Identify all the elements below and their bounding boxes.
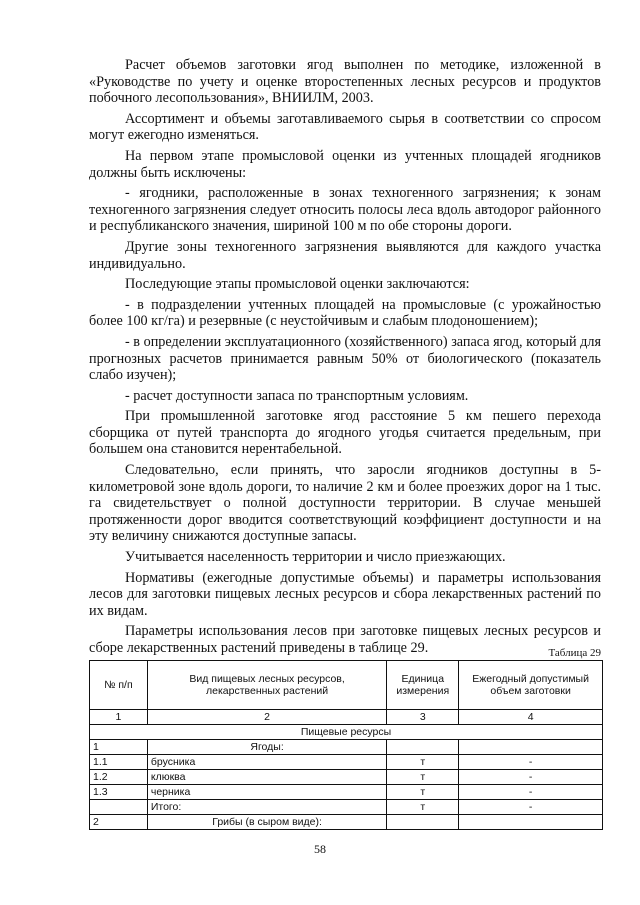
- paragraph-consequently: Следовательно, если принять, что заросли ягодников доступны в 5-километровой зоне вдоль дороги, то наличие 2 км и более проезжих дорог на 1 тыс. га свидетельствует о полной доступности территории. В случае меньшей протяженности дорог вводится соответствующий коэффициент доступности и на эту величину снижаются доступные запасы.: [89, 462, 601, 545]
- table-row: [90, 815, 603, 830]
- table-caption: Таблица 29: [548, 647, 601, 659]
- table-row: [90, 755, 603, 770]
- paragraph-first-stage: На первом этапе промысловой оценки из учтенных площадей ягодников должны быть исключены:: [89, 147, 601, 181]
- table-header-row: [90, 661, 603, 710]
- page-number: 58: [314, 842, 326, 856]
- paragraph-norms: Нормативы (ежегодные допустимые объемы) и параметры использования лесов для заготовки пищевых лесных ресурсов и сбора лекарственных растений по их видам.: [89, 569, 601, 619]
- table-row: [90, 770, 603, 785]
- cell-num: 1.2: [90, 770, 148, 785]
- table-total-row: [90, 800, 603, 815]
- header-unit: Единица измерения: [387, 661, 459, 710]
- cell-unit: т: [387, 755, 459, 770]
- column-number: 1: [90, 710, 148, 725]
- header-annual-volume: Ежегодный допустимый объем заготовки: [459, 661, 603, 710]
- cell-unit: т: [387, 800, 459, 815]
- cell-name: Итого:: [147, 800, 386, 815]
- cell-unit: [387, 740, 459, 755]
- cell-num: 1.1: [90, 755, 148, 770]
- header-number: № п/п: [90, 661, 148, 710]
- cell-value: -: [459, 755, 603, 770]
- paragraph-distance: При промышленной заготовке ягод расстояние 5 км пешего перехода сборщика от путей транспорта до ягодного угодья считается предельным, при большем она становится нерентабельной.: [89, 408, 601, 458]
- cell-num: 1: [90, 740, 148, 755]
- paragraph-methodology: Расчет объемов заготовки ягод выполнен по методике, изложенной в «Руководстве по учету и оценке второстепенных лесных ресурсов и продуктов побочного лесопользования», ВНИИЛМ, 2003.: [89, 57, 601, 107]
- section-title: Пищевые ресурсы: [90, 725, 603, 740]
- list-item-subdivision: - в подразделении учтенных площадей на промысловые (с урожайностью более 100 кг/га) и резервные (с неустойчивым и слабым плодоношением);: [89, 296, 601, 330]
- column-number: 2: [147, 710, 386, 725]
- list-item-accessibility: - расчет доступности запаса по транспортным условиям.: [125, 387, 469, 404]
- cell-unit: т: [387, 770, 459, 785]
- cell-num: 2: [90, 815, 148, 830]
- cell-name: черника: [147, 785, 386, 800]
- paragraph-assortment: Ассортимент и объемы заготавливаемого сырья в соответствии со спросом могут ежегодно изменяться.: [89, 110, 601, 144]
- paragraph-next-stages: Последующие этапы промысловой оценки заключаются:: [125, 276, 470, 293]
- table-column-numbers-row: [90, 710, 603, 725]
- cell-value: -: [459, 770, 603, 785]
- body-text: [89, 57, 601, 661]
- table-section-row: [90, 725, 603, 740]
- cell-value: [459, 815, 603, 830]
- header-resource-type: Вид пищевых лесных ресурсов, лекарственных растений: [147, 661, 386, 710]
- column-number: 4: [459, 710, 603, 725]
- paragraph-table-intro: Параметры использования лесов при заготовке пищевых лесных ресурсов и сборе лекарственных растений приведены в таблице 29.: [89, 623, 601, 656]
- cell-num: [90, 800, 148, 815]
- cell-name: брусника: [147, 755, 386, 770]
- cell-unit: [387, 815, 459, 830]
- cell-value: -: [459, 800, 603, 815]
- cell-name: Грибы (в сыром виде):: [147, 815, 386, 830]
- paragraph-other-zones: Другие зоны техногенного загрязнения выявляются для каждого участка индивидуально.: [89, 238, 601, 272]
- table-row: [90, 740, 603, 755]
- cell-name: Ягоды:: [147, 740, 386, 755]
- parameters-table: [89, 660, 603, 830]
- list-item-operational-stock: - в определении эксплуатационного (хозяйственного) запаса ягод, который для прогнозных расчетов принимается равным 50% от биологического (показатель слабо изучен);: [89, 333, 601, 384]
- cell-name: клюква: [147, 770, 386, 785]
- cell-num: 1.3: [90, 785, 148, 800]
- cell-value: [459, 740, 603, 755]
- cell-value: -: [459, 785, 603, 800]
- list-item-pollution-zones: - ягодники, расположенные в зонах техногенного загрязнения; к зонам техногенного загрязнения следует относить полосы леса вдоль автодорог районного и республиканского значения, шириной 100 м по обе стороны дороги.: [89, 185, 601, 235]
- cell-unit: т: [387, 785, 459, 800]
- table-row: [90, 785, 603, 800]
- paragraph-population: Учитывается населенность территории и число приезжающих.: [125, 549, 506, 566]
- column-number: 3: [387, 710, 459, 725]
